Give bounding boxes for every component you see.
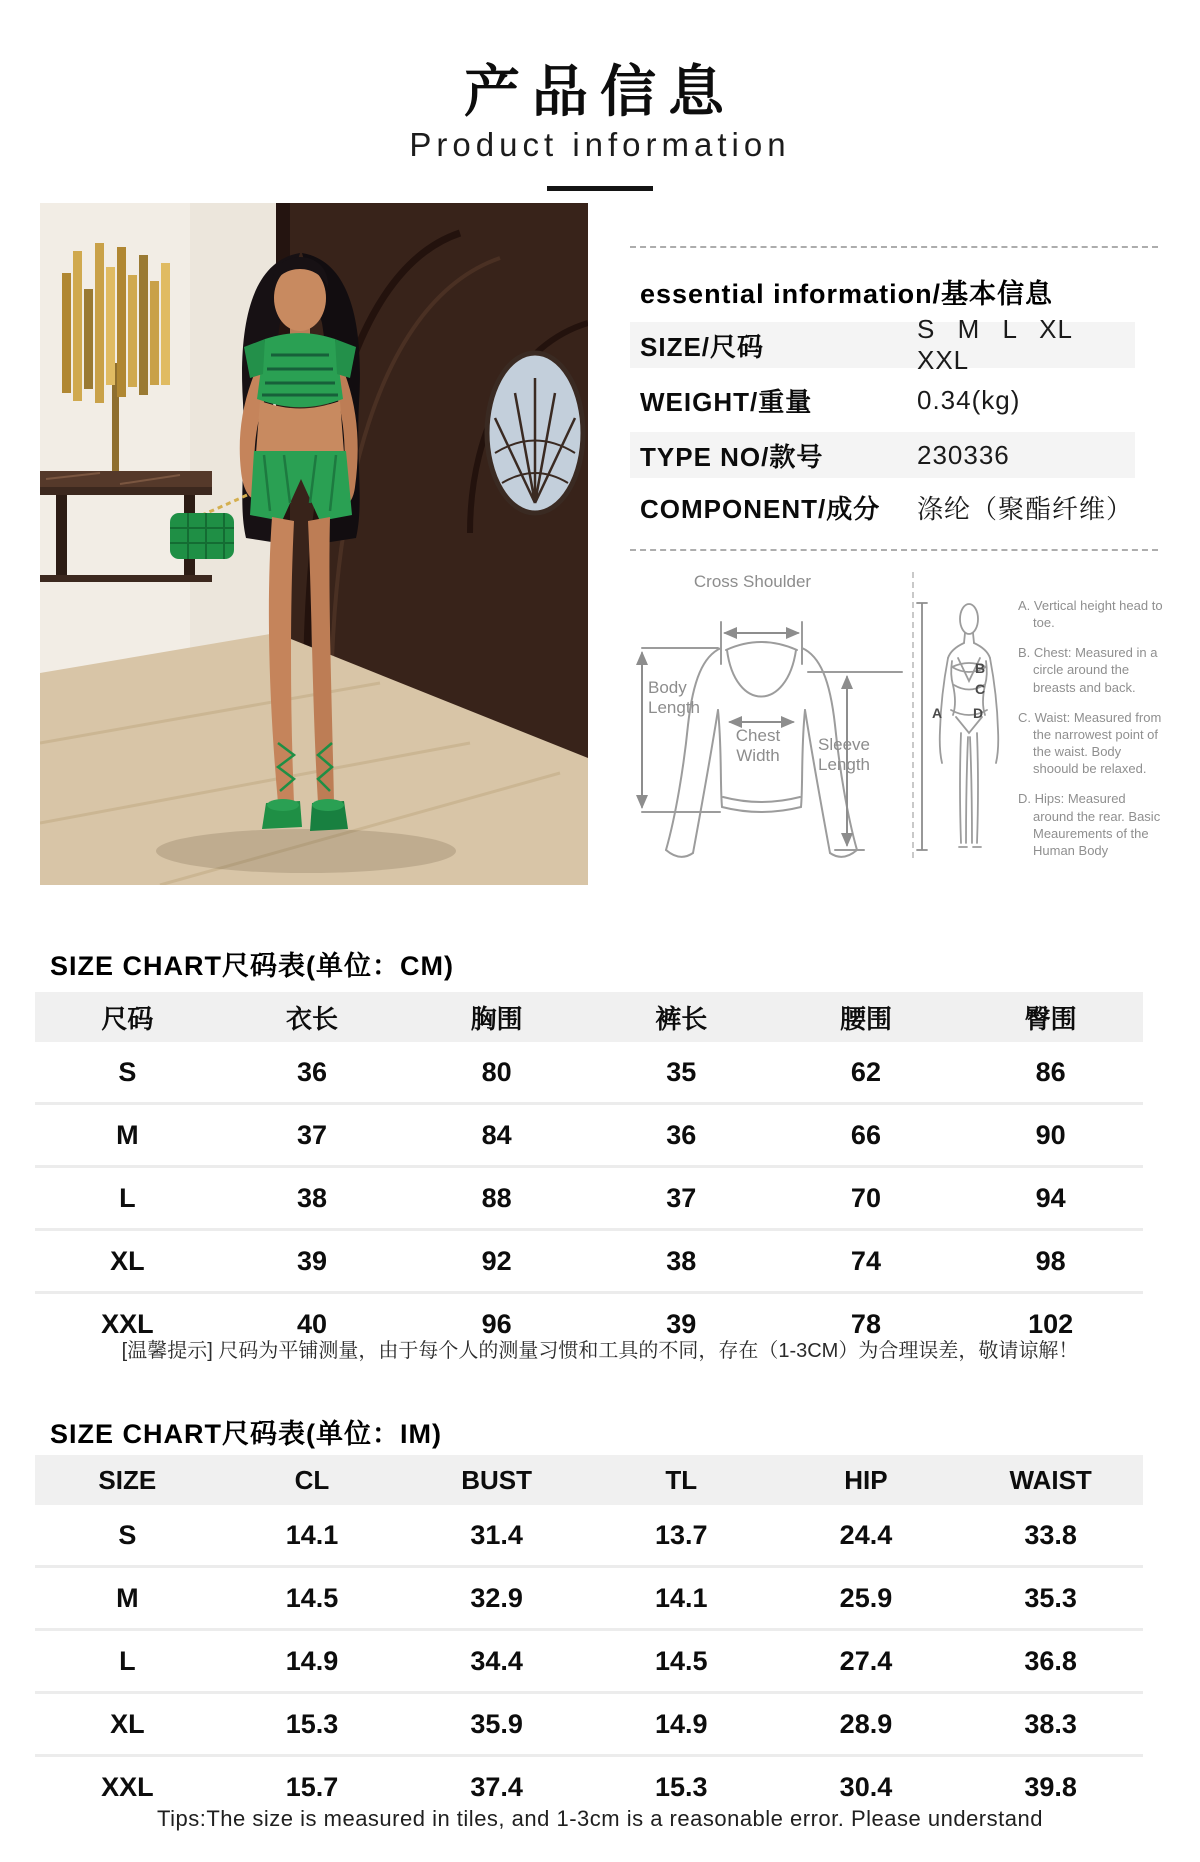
figure-letter-b: B	[975, 660, 986, 676]
info-row-typeno	[630, 432, 1135, 478]
table-cell: 37.4	[470, 1771, 523, 1802]
table-cell: S	[118, 1519, 137, 1550]
chest-width-label: Chest Width	[735, 726, 781, 765]
table-cell: 84	[481, 1119, 512, 1150]
table-cell: 66	[850, 1119, 881, 1150]
column-header: 衣长	[285, 1003, 338, 1034]
info-value: 0.34(kg)	[917, 384, 1021, 415]
table-cell: S	[118, 1056, 137, 1087]
table-row	[35, 1167, 1143, 1230]
table-cell: 31.4	[470, 1519, 523, 1550]
dashed-divider-top	[630, 246, 1158, 248]
table-cell: 96	[481, 1308, 512, 1339]
diagram-divider	[912, 572, 914, 858]
body-measure-figure	[915, 555, 1020, 865]
table-cell: 90	[1035, 1119, 1066, 1150]
column-header: 臀围	[1024, 1003, 1077, 1034]
info-label: TYPE NO/款号	[640, 441, 824, 472]
table-cell: 36	[296, 1056, 327, 1087]
table-row	[35, 1042, 1143, 1104]
figure-letter-d: D	[973, 705, 984, 721]
table-cell: 14.1	[285, 1519, 339, 1550]
table-cell: 98	[1035, 1245, 1066, 1276]
table-cell: 24.4	[839, 1519, 893, 1550]
table-cell: L	[119, 1182, 136, 1213]
product-photo-illustration	[40, 203, 588, 885]
header-row	[35, 1455, 1143, 1505]
body-length-label: Body Length	[648, 678, 700, 717]
header-row	[35, 992, 1143, 1042]
page-subtitle: Product information	[409, 126, 791, 163]
table-cell: XXL	[101, 1771, 154, 1802]
column-header: CL	[294, 1464, 330, 1495]
table-row	[35, 1630, 1143, 1693]
column-header: WAIST	[1009, 1464, 1092, 1495]
table-cell: 62	[850, 1056, 881, 1087]
cross-shoulder-label: Cross Shoulder	[693, 572, 812, 591]
table-cell: 14.1	[655, 1582, 708, 1613]
table-cell: 14.9	[285, 1645, 339, 1676]
table-cell: 39.8	[1024, 1771, 1077, 1802]
table-cell: 74	[850, 1245, 881, 1276]
info-label: COMPONENT/成分	[640, 493, 881, 524]
essential-info-heading: essential information/基本信息	[640, 279, 1054, 309]
table-cell: XL	[110, 1708, 145, 1739]
column-header: BUST	[461, 1464, 533, 1495]
info-row-component	[630, 478, 1135, 536]
sleeve-length-label: Sleeve Length	[818, 735, 870, 774]
table-cell: 15.7	[285, 1771, 339, 1802]
column-header: HIP	[844, 1464, 888, 1495]
table-cell: M	[116, 1582, 139, 1613]
table-cell: 32.9	[470, 1582, 523, 1613]
table-cell: 27.4	[839, 1645, 893, 1676]
table-cell: 37	[666, 1182, 697, 1213]
table-row	[35, 1505, 1143, 1567]
size-chart-im-tip: Tips:The size is measured in tiles, and 1-3cm is a reasonable error. Please understand	[157, 1806, 1043, 1831]
table-cell: 30.4	[839, 1771, 893, 1802]
table-cell: 94	[1035, 1182, 1066, 1213]
table-cell: 40	[296, 1308, 327, 1339]
table-cell: 35.3	[1024, 1582, 1077, 1613]
table-cell: 36.8	[1024, 1645, 1077, 1676]
table-cell: 35	[666, 1056, 697, 1087]
table-cell: 14.5	[655, 1645, 708, 1676]
figure-letter-c: C	[975, 681, 986, 697]
size-chart-cm-tip: [温馨提示] 尺码为平铺测量，由于每个人的测量习惯和工具的不同，存在（1-3CM）为合理误差，敬请谅解！	[121, 1340, 1079, 1362]
table-cell: 38	[296, 1182, 327, 1213]
table-row	[35, 1693, 1143, 1756]
column-header: 腰围	[839, 1003, 892, 1034]
table-row	[35, 1567, 1143, 1630]
column-header: 尺码	[101, 1003, 154, 1034]
title-underline	[547, 186, 653, 191]
table-cell: XL	[110, 1245, 145, 1276]
table-cell: 14.9	[655, 1708, 708, 1739]
info-label: SIZE/尺码	[640, 331, 765, 362]
table-cell: 38.3	[1024, 1708, 1077, 1739]
size-chart-cm-heading: SIZE CHART尺码表(单位：CM)	[50, 951, 454, 981]
table-cell: L	[119, 1645, 136, 1676]
table-cell: 36	[666, 1119, 697, 1150]
table-cell: XXL	[101, 1308, 154, 1339]
table-cell: 78	[850, 1308, 881, 1339]
table-cell: 34.4	[470, 1645, 523, 1676]
table-cell: 25.9	[839, 1582, 893, 1613]
info-value: 230336	[917, 439, 1010, 470]
garment-measure-diagram	[630, 560, 915, 875]
table-cell: 33.8	[1024, 1519, 1077, 1550]
info-label: WEIGHT/重量	[640, 386, 813, 417]
table-cell: 35.9	[470, 1708, 523, 1739]
measure-note: A. Vertical height head to toe.	[1018, 598, 1163, 631]
table-cell: 80	[481, 1056, 512, 1087]
info-value: S M L XL XXL	[917, 314, 1073, 375]
column-header: TL	[665, 1464, 698, 1495]
column-header: 裤长	[655, 1003, 708, 1034]
table-cell: 37	[296, 1119, 327, 1150]
measure-note: C. Waist: Measured from the narrowest point of the waist. Body shoould be relaxed.	[1018, 709, 1162, 777]
table-cell: 28.9	[839, 1708, 893, 1739]
dashed-divider-middle	[630, 549, 1158, 551]
table-row	[35, 1104, 1143, 1167]
size-chart-cm-table	[35, 992, 1143, 1354]
table-cell: 92	[481, 1245, 512, 1276]
measure-notes	[1018, 597, 1166, 872]
table-row	[35, 1230, 1143, 1293]
info-row-size	[630, 314, 1135, 375]
column-header: 胸围	[470, 1003, 523, 1034]
table-cell: 15.3	[655, 1771, 708, 1802]
table-cell: 38	[666, 1245, 697, 1276]
table-cell: M	[116, 1119, 139, 1150]
measure-note: B. Chest: Measured in a circle around the breasts and back.	[1018, 645, 1158, 695]
table-cell: 15.3	[285, 1708, 339, 1739]
table-cell: 39	[296, 1245, 327, 1276]
figure-letter-a: A	[932, 705, 943, 721]
size-chart-im-table	[35, 1455, 1143, 1817]
table-cell: 13.7	[655, 1519, 708, 1550]
product-photo	[40, 203, 588, 885]
table-cell: 70	[850, 1182, 881, 1213]
table-cell: 39	[666, 1308, 697, 1339]
table-cell: 102	[1028, 1308, 1074, 1339]
table-cell: 14.5	[285, 1582, 339, 1613]
info-value: 涤纶（聚酯纤维）	[917, 493, 1134, 524]
table-cell: 88	[481, 1182, 512, 1213]
size-chart-im-heading: SIZE CHART尺码表(单位：IM)	[50, 1419, 442, 1449]
info-row-weight	[630, 368, 1135, 432]
measure-note: D. Hips: Measured around the rear. Basic Meaurements of the Human Body	[1018, 791, 1161, 858]
page-title: 产品信息	[464, 60, 736, 123]
column-header: SIZE	[98, 1464, 157, 1495]
table-cell: 86	[1035, 1056, 1066, 1087]
